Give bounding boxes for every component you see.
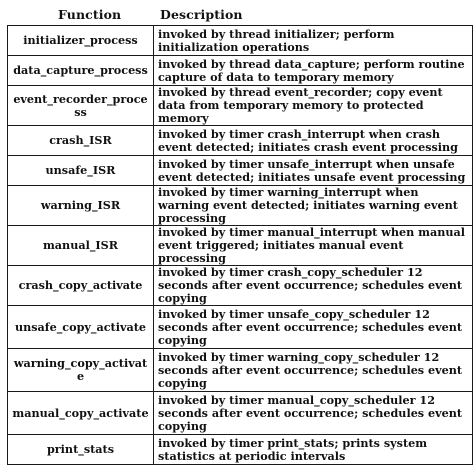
function-name-cell: manual_copy_activate	[8, 392, 154, 435]
description-cell: invoked by timer warning_copy_scheduler 12 seconds after event occurrence; schedules event copying	[154, 349, 473, 392]
function-table	[7, 25, 473, 465]
function-name-cell: unsafe_copy_activate	[8, 306, 154, 349]
table-row	[8, 26, 473, 56]
table-row	[8, 56, 473, 86]
function-name-cell: warning_ISR	[8, 186, 154, 226]
table-row	[8, 156, 473, 186]
description-cell: invoked by timer manual_interrupt when manual event triggered; initiates manual event processing	[154, 226, 473, 266]
function-name-cell: unsafe_ISR	[8, 156, 154, 186]
function-column-header: Function	[58, 7, 122, 22]
function-name-cell: print_stats	[8, 435, 154, 465]
table-row	[8, 392, 473, 435]
description-cell: invoked by thread initializer; perform initialization operations	[154, 26, 473, 56]
table-row	[8, 435, 473, 465]
function-name-cell: warning_copy_activate	[8, 349, 154, 392]
function-name-cell: initializer_process	[8, 26, 154, 56]
table-row	[8, 306, 473, 349]
function-name-cell: crash_copy_activate	[8, 266, 154, 306]
description-column-header: Description	[160, 7, 243, 22]
description-cell: invoked by timer warning_interrupt when warning event detected; initiates warning event processing	[154, 186, 473, 226]
table-row	[8, 266, 473, 306]
table-row	[8, 226, 473, 266]
function-name-cell: data_capture_process	[8, 56, 154, 86]
table-row	[8, 86, 473, 126]
description-cell: invoked by thread event_recorder; copy event data from temporary memory to protected memory	[154, 86, 473, 126]
function-name-cell: manual_ISR	[8, 226, 154, 266]
table-row	[8, 186, 473, 226]
description-cell: invoked by timer manual_copy_scheduler 12 seconds after event occurrence; schedules event copying	[154, 392, 473, 435]
table-row	[8, 349, 473, 392]
function-table-body	[8, 26, 473, 465]
description-cell: invoked by timer print_stats; prints system statistics at periodic intervals	[154, 435, 473, 465]
description-cell: invoked by timer crash_interrupt when crash event detected; initiates crash event processing	[154, 126, 473, 156]
function-name-cell: crash_ISR	[8, 126, 154, 156]
description-cell: invoked by timer crash_copy_scheduler 12 seconds after event occurrence; schedules event copying	[154, 266, 473, 306]
description-cell: invoked by thread data_capture; perform routine capture of data to temporary memory	[154, 56, 473, 86]
table-row	[8, 126, 473, 156]
description-cell: invoked by timer unsafe_copy_scheduler 12 seconds after event occurrence; schedules event copying	[154, 306, 473, 349]
description-cell: invoked by timer unsafe_interrupt when unsafe event detected; initiates unsafe event processing	[154, 156, 473, 186]
function-name-cell: event_recorder_process	[8, 86, 154, 126]
